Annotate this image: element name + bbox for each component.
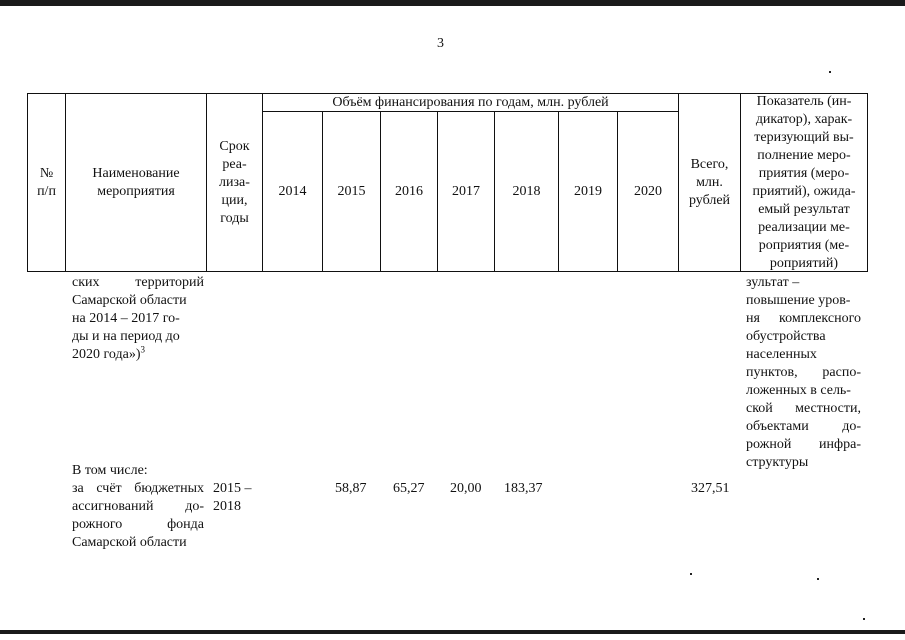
header-year-2020: 2020 <box>634 183 662 199</box>
scan-speck <box>863 618 865 620</box>
scan-speck <box>829 71 831 73</box>
bottom-border-rule <box>0 630 905 634</box>
continued-indicator-text: зультат – повышение уров- ня комплексного обустройства населенных пунктов, распо- ложенных в сель- ской местности, объектами до- рожной инфра- структуры <box>746 275 861 470</box>
subrow-term: 2015 – 2018 <box>213 481 252 514</box>
continued-activity-name: ских территорий Самарской области на 2014 – 2017 го- ды и на период до 2020 года»)$^3$ <box>72 275 204 362</box>
header-indicator: Показатель (ин- дикатор), харак- теризующий вы- полнение меро- приятия (меро- приятий), ожида- емый результат реализации ме- роприятия (ме- роприятий) <box>752 93 856 271</box>
header-num: № п/п <box>37 165 56 199</box>
header-year-2017: 2017 <box>452 183 480 199</box>
scan-speck <box>817 578 819 580</box>
grid-line <box>27 271 868 272</box>
top-border-rule <box>0 0 905 6</box>
value-total: 327,51 <box>691 481 730 496</box>
subrow-name: В том числе: за счёт бюджетных ассигнований до- рожного фонда Самарской области <box>72 463 204 550</box>
header-name: Наименование мероприятия <box>92 165 180 199</box>
scan-speck <box>690 573 692 575</box>
value-2017: 20,00 <box>450 481 482 496</box>
grid-line <box>867 93 868 271</box>
header-year-2018: 2018 <box>512 183 541 199</box>
page-number: 3 <box>437 36 444 51</box>
header-year-2016: 2016 <box>395 183 423 199</box>
value-2018: 183,37 <box>504 481 543 496</box>
header-total: Всего, млн. рублей <box>688 156 731 208</box>
header-year-2015: 2015 <box>337 183 366 199</box>
header-year-2014: 2014 <box>278 183 307 199</box>
value-2016: 65,27 <box>393 481 425 496</box>
header-term: Срок реа- лиза- ции, годы <box>219 138 250 226</box>
footnote-mark: 3 <box>140 344 145 355</box>
header-funding-group: Объём финансирования по годам, млн. рублей <box>332 94 609 110</box>
value-2015: 58,87 <box>335 481 367 496</box>
header-year-2019: 2019 <box>574 183 602 199</box>
